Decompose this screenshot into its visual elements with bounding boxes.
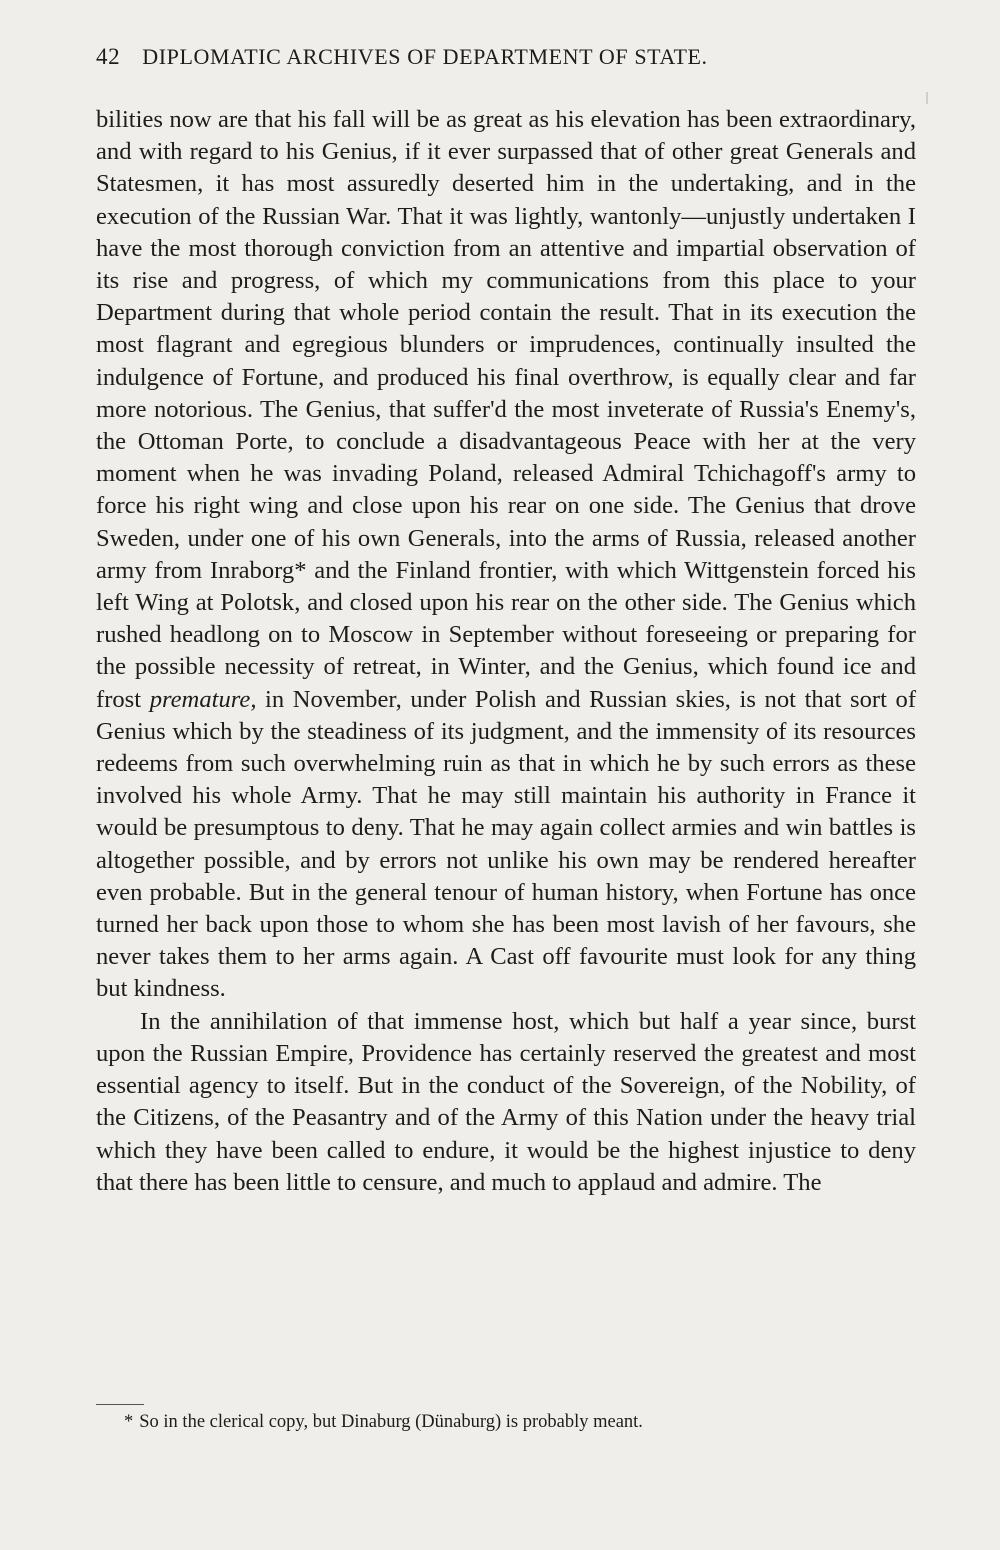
paragraph-continued [96,104,916,1006]
running-header [96,44,866,70]
italic-word: premature, [149,685,257,713]
footnote-mark: * [124,1412,134,1432]
page-number: 42 [96,44,121,69]
paragraph-text: bilities now are that his fall will be as great as his elevation has been extraordinary, and with regard to his Genius, if it ever surpassed that of other great Generals and Statesmen, it has most assuredly deserted him in the undertaking, and in the execution of the Russian War. That it was lightly, wantonly—unjustly undertaken I have the most thorough conviction from an attentive and impartial observation of its rise and progress, of which my communications from this place to your Department during that whole period contain the result. That in its execution the most flagrant and egregious blunders or imprudences, continually insulted the indulgence of Fortune, and produced his final overthrow, is equally clear and far more notorious. The Genius, that suffer'd the most inveterate of Russia's Enemy's, the Ottoman Porte, to conclude a disadvantageous Peace with her at the very moment when he was invading Poland, released Admiral Tchichagoff's army to force his right wing and close upon his rear on one side. The Genius that drove Sweden, under one of his own Generals, into the arms of Russia, released another army from Inraborg* and the Finland frontier, with which Wittgenstein forced his left Wing at Polotsk, and closed upon his rear on the other side. The Genius which rushed headlong on to Moscow in September without foreseeing or preparing for the possible necessity of retreat, in Winter, and the Genius, which found ice and frost [96,106,916,713]
paragraph-text: in November, under Polish and Russian skies, is not that sort of Genius which by the steadiness of its judgment, and the immensity of its resources redeems from such overwhelming ruin as that in which he by such errors as these involved his whole Army. That he may still maintain his authority in France it would be presumptous to deny. That he may again collect armies and win battles is altogether possible, and by errors not unlike his own may be rendered hereafter even probable. But in the general tenour of human history, when Fortune has once turned her back upon those to whom she has been most lavish of her favours, she never takes them to her arms again. A Cast off favourite must look for any thing but kindness. [96,685,917,1003]
footnote-text: So in the clerical copy, but Dinaburg (Dünaburg) is probably meant. [139,1412,643,1432]
footnote [124,1410,884,1434]
paper-speck [926,92,928,104]
footnote-rule [96,1404,144,1405]
paragraph: In the annihilation of that immense host, which but half a year since, burst upon the Russian Empire, Providence has certainly reserved the greatest and most essential agency to itself. But in the conduct of the Sovereign, of the Nobility, of the Citizens, of the Peasantry and of the Army of this Nation under the heavy trial which they have been called to endure, it would be the highest injustice to deny that there has been little to censure, and much to applaud and admire. The [96,1007,916,1196]
body-text [96,104,916,1199]
running-title: DIPLOMATIC ARCHIVES OF DEPARTMENT OF STATE. [142,44,708,69]
